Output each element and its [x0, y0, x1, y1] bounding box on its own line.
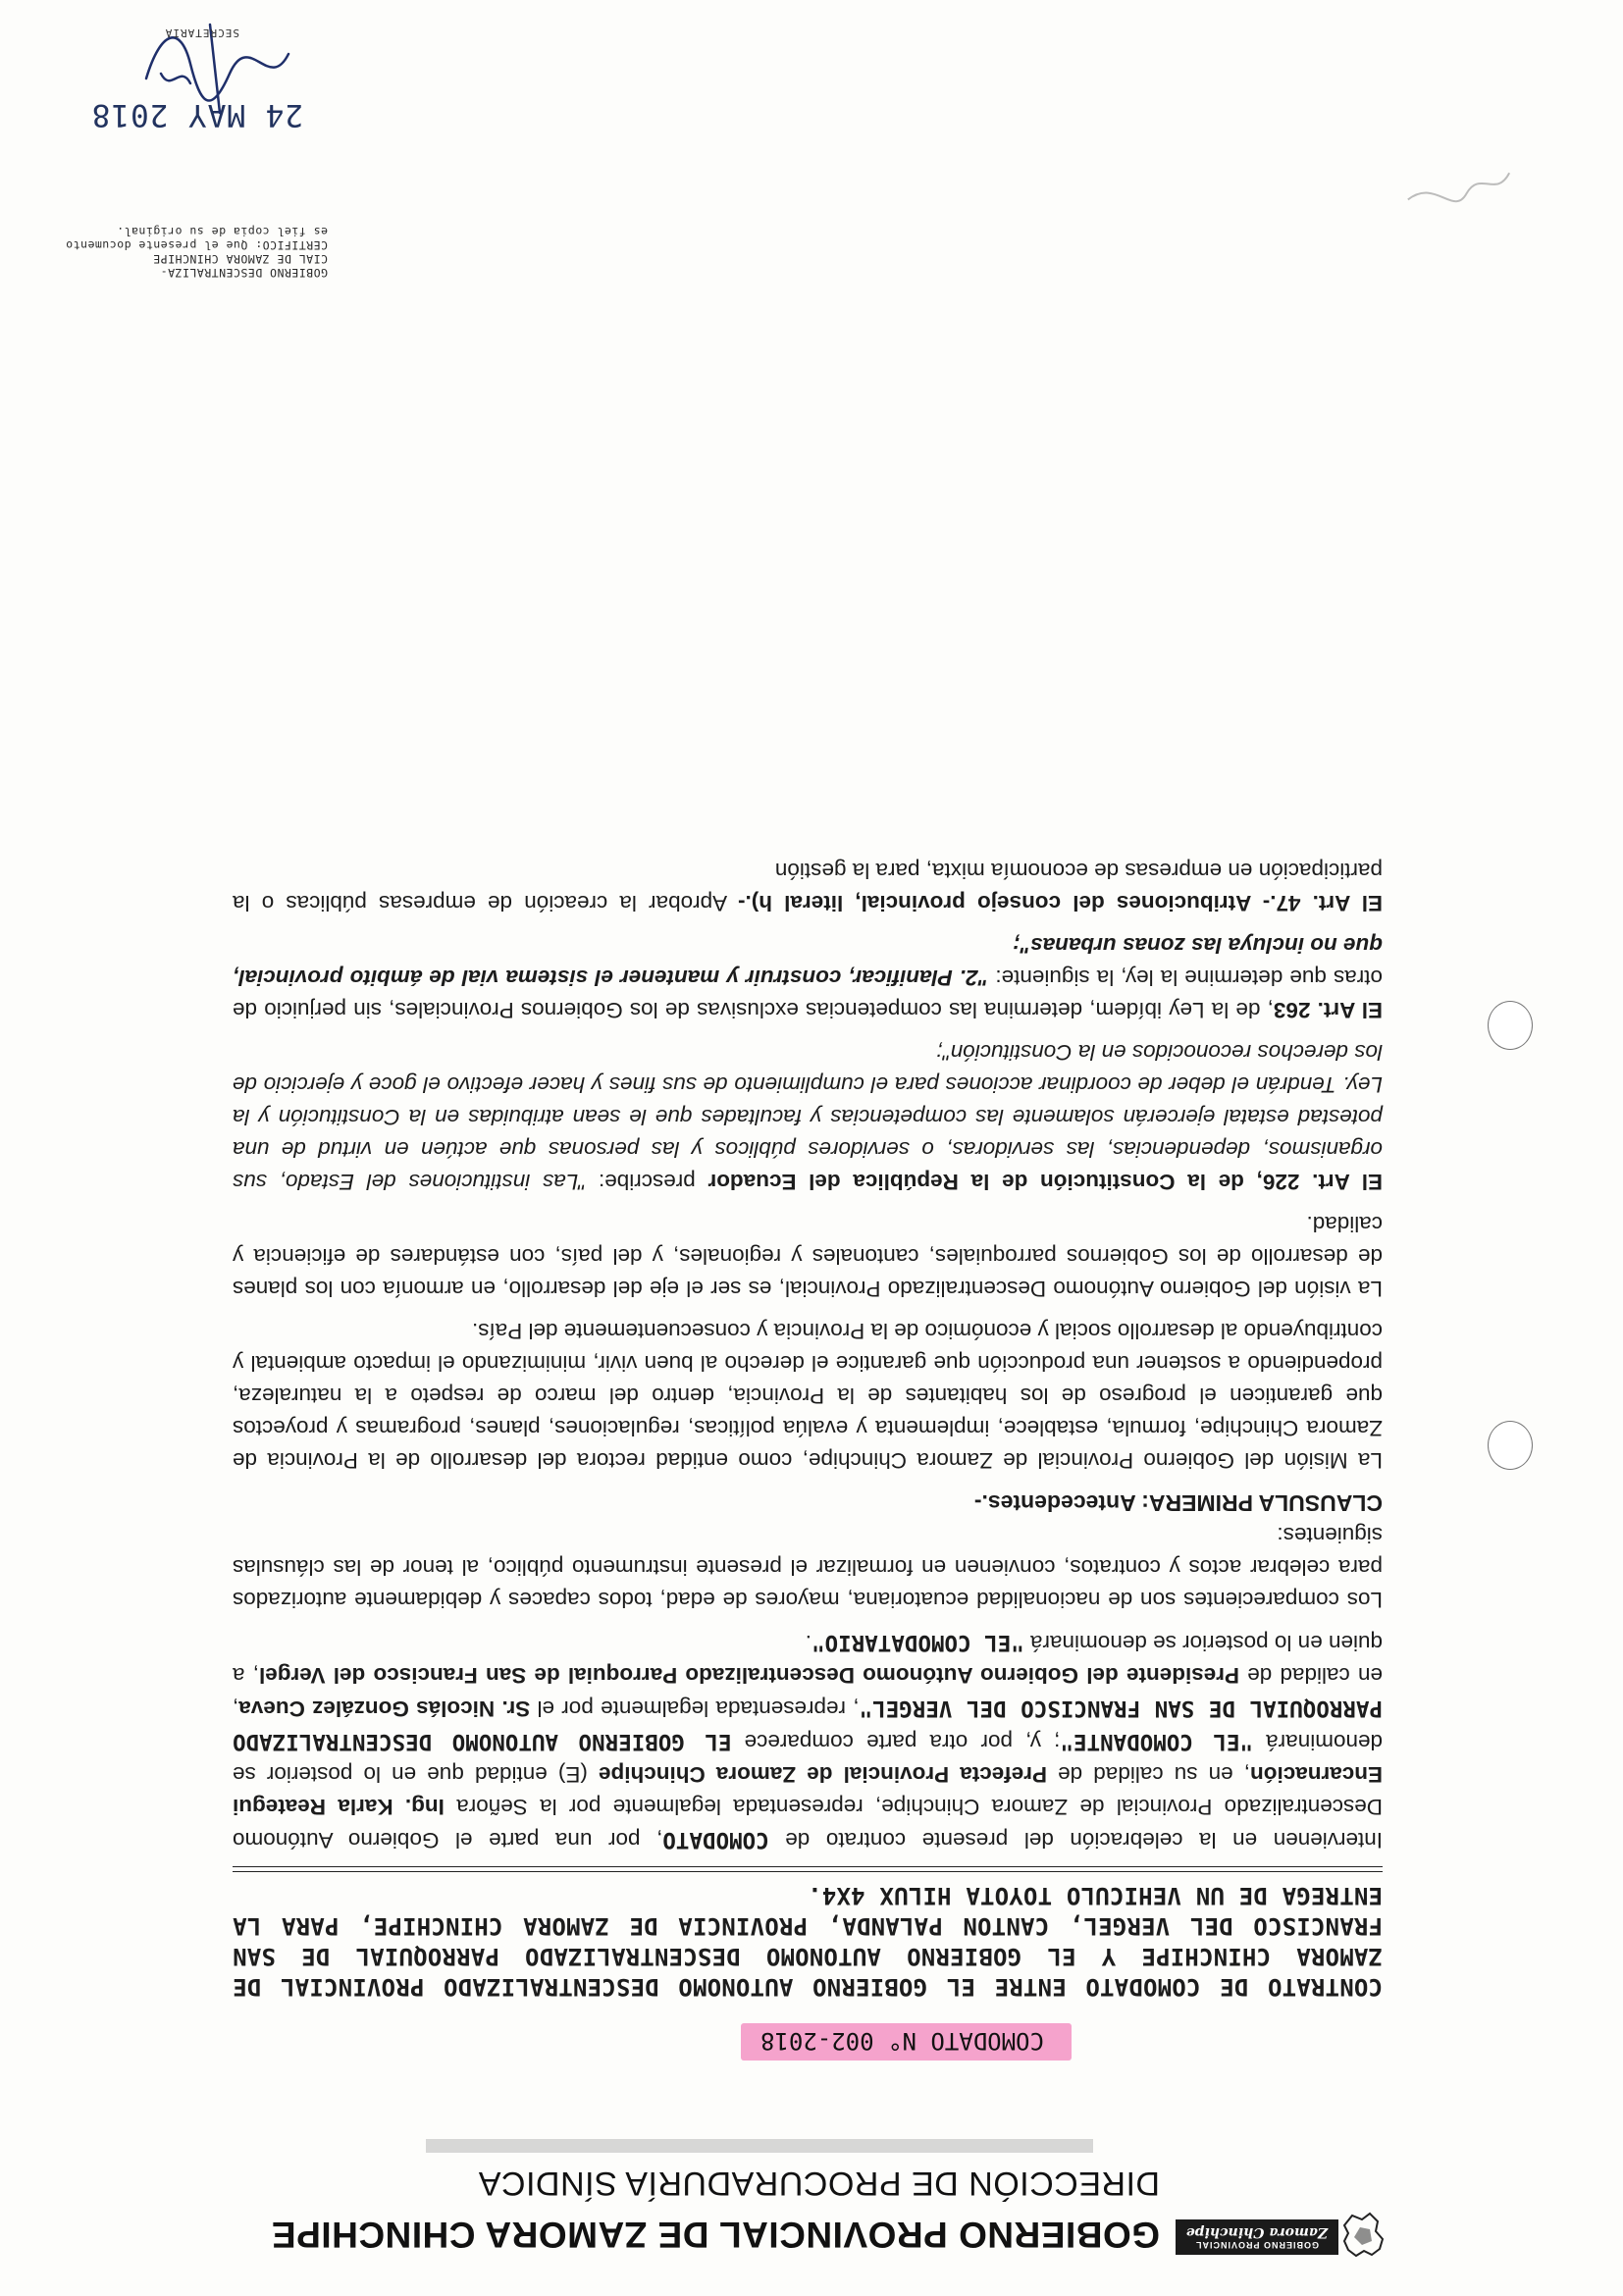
- p1-text-c: , por una parte el Gobierno Autónomo Descentralizado Provincial de Zamora Chinchipe, representada legalmente por la Señora: [233, 1795, 1383, 1852]
- p1-text-e: , en su calidad de: [1047, 1762, 1250, 1787]
- p1-text-a: Intervienen en la celebración del presente contrato de: [768, 1828, 1383, 1852]
- p1-parish-government: EL GOBIERNO AUTONOMO DESCENTRALIZADO PARROQUIAL DE SAN FRANCISCO DEL VERGEL": [233, 1696, 1383, 1754]
- logo-line-1: GOBIERNO PROVINCIAL: [1195, 2240, 1320, 2250]
- paragraph-mision: La Misión del Gobierno Provincial de Zamora Chinchipe, como entidad rectora del desarrollo de la Provincia de Zamora Chinchipe, formula, establece, implementa y evalúa políticas, regulaciones, planes, programas y proyectos que garanticen el progreso de los habitantes de la Provincia, dentro del marco de respeto a la naturaleza, propendiendo a sostener una producción que garantice el derecho al buen vivir, minimizando el impacto ambiental y contribuyendo al desarrollo social y económico de la Provincia y consecuentemente del País.: [233, 1319, 1383, 1473]
- header-subtitle: DIRECCIÓN DE PROCURADURÍA SÍNDICA: [478, 2165, 1160, 2202]
- logo-box: [1176, 2219, 1338, 2255]
- province-map-icon: [1340, 2212, 1386, 2259]
- p1-prefect-title: Prefecta Provincial de Zamora Chinchipe: [598, 1762, 1048, 1787]
- p6-text-b: , de la Ley ibídem, determina las competencias exclusivas de los Gobiernos Provinciales, sin perjuicio de otras que determine la ley, la siguiente:: [232, 965, 1383, 1022]
- contract-body: [233, 855, 1383, 2002]
- p7-text-b: Aprobar la creación de empresas públicas o la participación en empresas de economía mixta, para la gestión: [233, 859, 1383, 915]
- paragraph-vision: La visión del Gobierno Autónomo Descentralizado Provincial, es ser el eje del desarrollo, en armonía con los planes de desarrollo de los Gobiernos parroquiales, cantonales y regionales, y del país, con estándares de eficiencia y calidad.: [233, 1212, 1383, 1301]
- faint-handwriting-mark: [1396, 163, 1516, 210]
- stamp-line-1: GOBIERNO DESCENTRALIZA-: [160, 266, 328, 280]
- date-stamp: 24 MAY 2018: [90, 97, 303, 132]
- p1-comodante: "EL COMODANTE": [1060, 1729, 1253, 1754]
- p7-article: El Art. 47.- Atribuciones del consejo provincial, literal h).-: [738, 891, 1383, 915]
- p1-text-o: , a quien en lo posterior se denominará: [233, 1631, 1383, 1688]
- p6-quote: "2. Planificar, construir y mantener el sistema vial de ámbito provincial, que no incluya las zonas urbanas";: [233, 933, 1383, 990]
- title-rule-1: [233, 1871, 1383, 1872]
- p5-text-b: prescribe:: [586, 1170, 708, 1194]
- stamp-line-4: es fiel copia de su original.: [116, 225, 328, 238]
- p1-prefect-name: Ing. Karla Reategui Encarnación: [232, 1762, 1383, 1819]
- paragraph-comparecientes: Los comparecientes son de nacionalidad ecuatoriana, mayores de edad, todos capaces y debidamente autorizados para celebrar actos y contratos, convienen en formalizar el presente instrumento público, al tenor de las cláusulas siguientes:: [233, 1523, 1383, 1612]
- punch-hole-lower: [1488, 1001, 1533, 1050]
- p6-article: El Art. 263: [1273, 998, 1383, 1022]
- p1-president-title: Presidente del Gobierno Autónomo Descentralizado Parroquial de San Francisco del Vergel: [258, 1663, 1239, 1688]
- certification-stamp: [65, 152, 328, 280]
- stamp-line-3: CERTIFICO: Que el presente documento: [65, 238, 328, 252]
- paragraph-art-47: [233, 855, 1383, 919]
- logo-line-2: Zamora Chinchipe: [1185, 2224, 1329, 2240]
- p1-text-m: , en calidad de: [233, 1663, 1383, 1721]
- signature-label: SECRETARIA: [164, 26, 239, 39]
- p1-comodatario: "EL COMODATARIO": [812, 1630, 1024, 1655]
- p5-quote: "Las instituciones del Estado, sus organismos, dependencias, las servidoras, o servidores públicos y las personas que actúen en virtud de una potestad estatal ejercerán solamente las competencias y facultades que le sean atribuidas en la Constitución y la Ley. Tendrán el deber de coordinar acciones para el cumplimiento de sus fines y hacer efectivo el goce y ejercicio de los derechos reconocidos en la Constitución";: [233, 1040, 1383, 1194]
- p1-comodato: COMODATO: [662, 1827, 769, 1852]
- p1-text-k: , representada legalmente por el: [530, 1696, 860, 1721]
- punch-hole-upper: [1488, 1421, 1533, 1470]
- p1-president-name: Sr. Nicolás González Cueva: [238, 1696, 531, 1721]
- header-title: GOBIERNO PROVINCIAL DE ZAMORA CHINCHIPE: [271, 2215, 1160, 2255]
- bleed-through-mark: [406, 2131, 1093, 2161]
- p1-text-q: .: [805, 1631, 812, 1655]
- p5-article: El Art. 226, de la Constitución de la República del Ecuador: [707, 1170, 1383, 1194]
- stamp-line-2: CIAL DE ZAMORA CHINCHIPE: [152, 252, 328, 266]
- paragraph-art-263: [233, 929, 1383, 1026]
- p1-text-i: ; y, por otra parte comparece: [731, 1730, 1061, 1754]
- provincial-logo: [1168, 2206, 1386, 2267]
- paragraph-art-226: [233, 1036, 1383, 1198]
- p1-text-g: (E) entidad que en lo posterior se denominará: [233, 1730, 1383, 1787]
- title-rule-2: [233, 1866, 1383, 1867]
- paragraph-parties: [233, 1626, 1383, 1856]
- clausula-primera-heading: CLAUSULA PRIMERA: Antecedentes.-: [973, 1490, 1383, 1516]
- contract-title: CONTRATO DE COMODATO ENTRE EL GOBIERNO AUTONOMO DESCENTRALIZADO PROVINCIAL DE ZAMORA CHINCHIPE Y EL GOBIERNO AUTONOMO DESCENTRALIZADO PARROQUIAL DE SAN FRANCISCO DEL VERGEL, CANTON PALANDA, PROVINCIA DE ZAMORA CHINCHIPE, PARA LA ENTREGA DE UN VEHICULO TOYOTA HILUX 4X4.: [233, 1882, 1383, 2001]
- contract-code-highlight: COMODATO N° 002-2018: [741, 2023, 1072, 2061]
